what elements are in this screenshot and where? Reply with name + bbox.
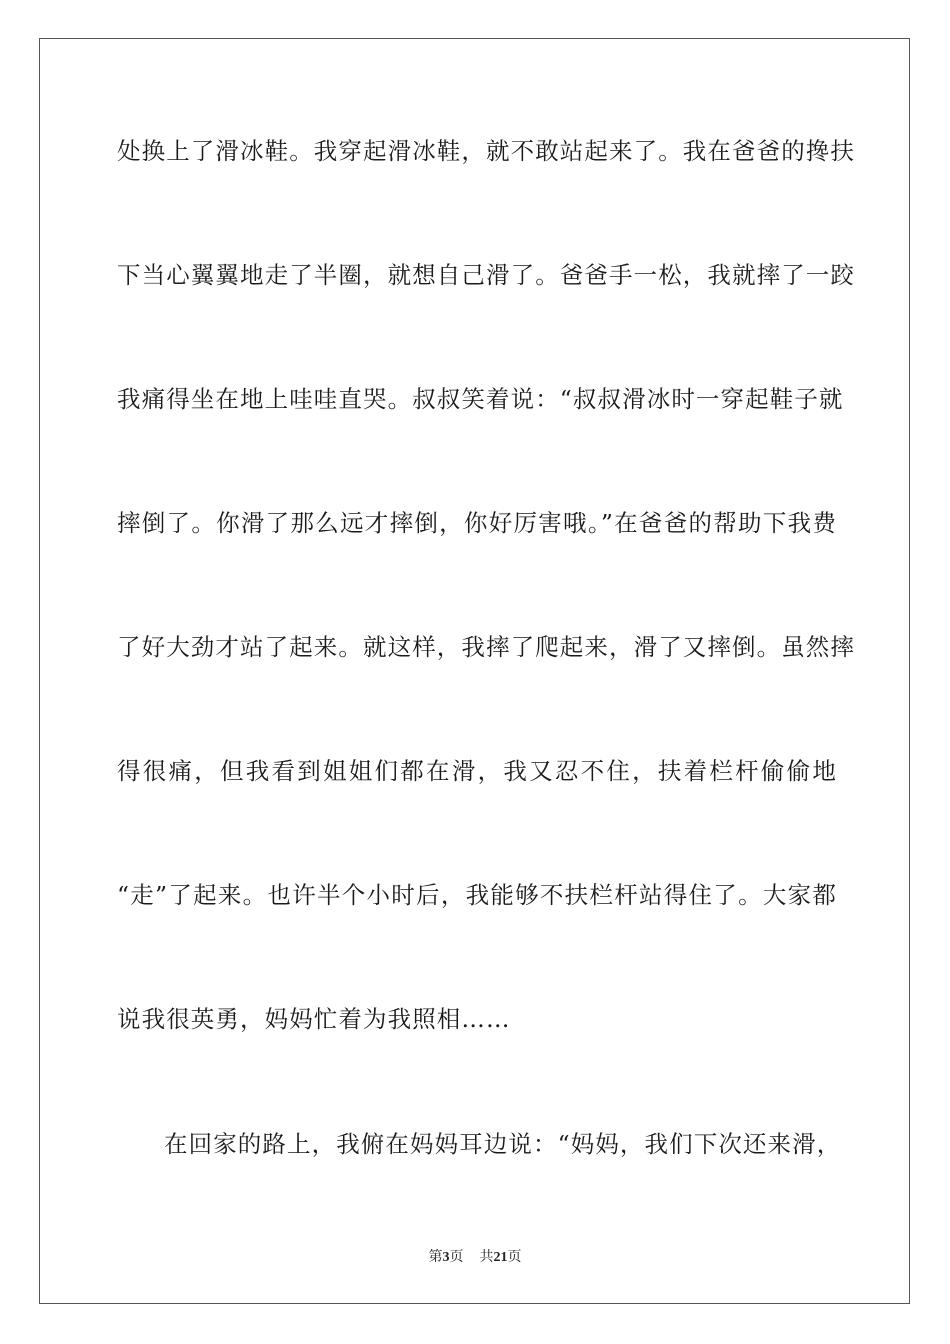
paragraph-line-6: 得很痛，但我看到姐姐们都在滑，我又忍不住，扶着栏杆偷偷地: [117, 757, 837, 785]
paragraph-line-9: 在回家的路上，我俯在妈妈耳边说：“妈妈，我们下次还来滑，: [164, 1130, 842, 1158]
paragraph-line-3: 我痛得坐在地上哇哇直哭。叔叔笑着说：“叔叔滑冰时一穿起鞋子就: [117, 385, 844, 413]
total-suffix: 页: [507, 1249, 522, 1265]
page-prefix: 第: [428, 1249, 443, 1265]
paragraph-line-8: 说我很英勇，妈妈忙着为我照相……: [117, 1005, 511, 1033]
paragraph-line-4: 摔倒了。你滑了那么远才摔倒，你好厉害哦。”在爸爸的帮助下我费: [117, 509, 837, 537]
paragraph-line-1: 处换上了滑冰鞋。我穿起滑冰鞋，就不敢站起来了。我在爸爸的搀扶: [117, 137, 855, 165]
total-prefix: 共: [479, 1249, 494, 1265]
page-footer: [0, 1247, 950, 1268]
paragraph-line-5: 了好大劲才站了起来。就这样，我摔了爬起来，滑了又摔倒。虽然摔: [117, 633, 855, 661]
page-border: [39, 38, 910, 1304]
total-pages: 21: [493, 1250, 508, 1265]
paragraph-line-7: “走”了起来。也许半个小时后，我能够不扶栏杆站得住了。大家都: [117, 881, 837, 909]
paragraph-line-2: 下当心翼翼地走了半圈，就想自己滑了。爸爸手一松，我就摔了一跤: [117, 261, 855, 289]
page-number: 3: [442, 1250, 450, 1265]
page-suffix: 页: [449, 1249, 464, 1265]
